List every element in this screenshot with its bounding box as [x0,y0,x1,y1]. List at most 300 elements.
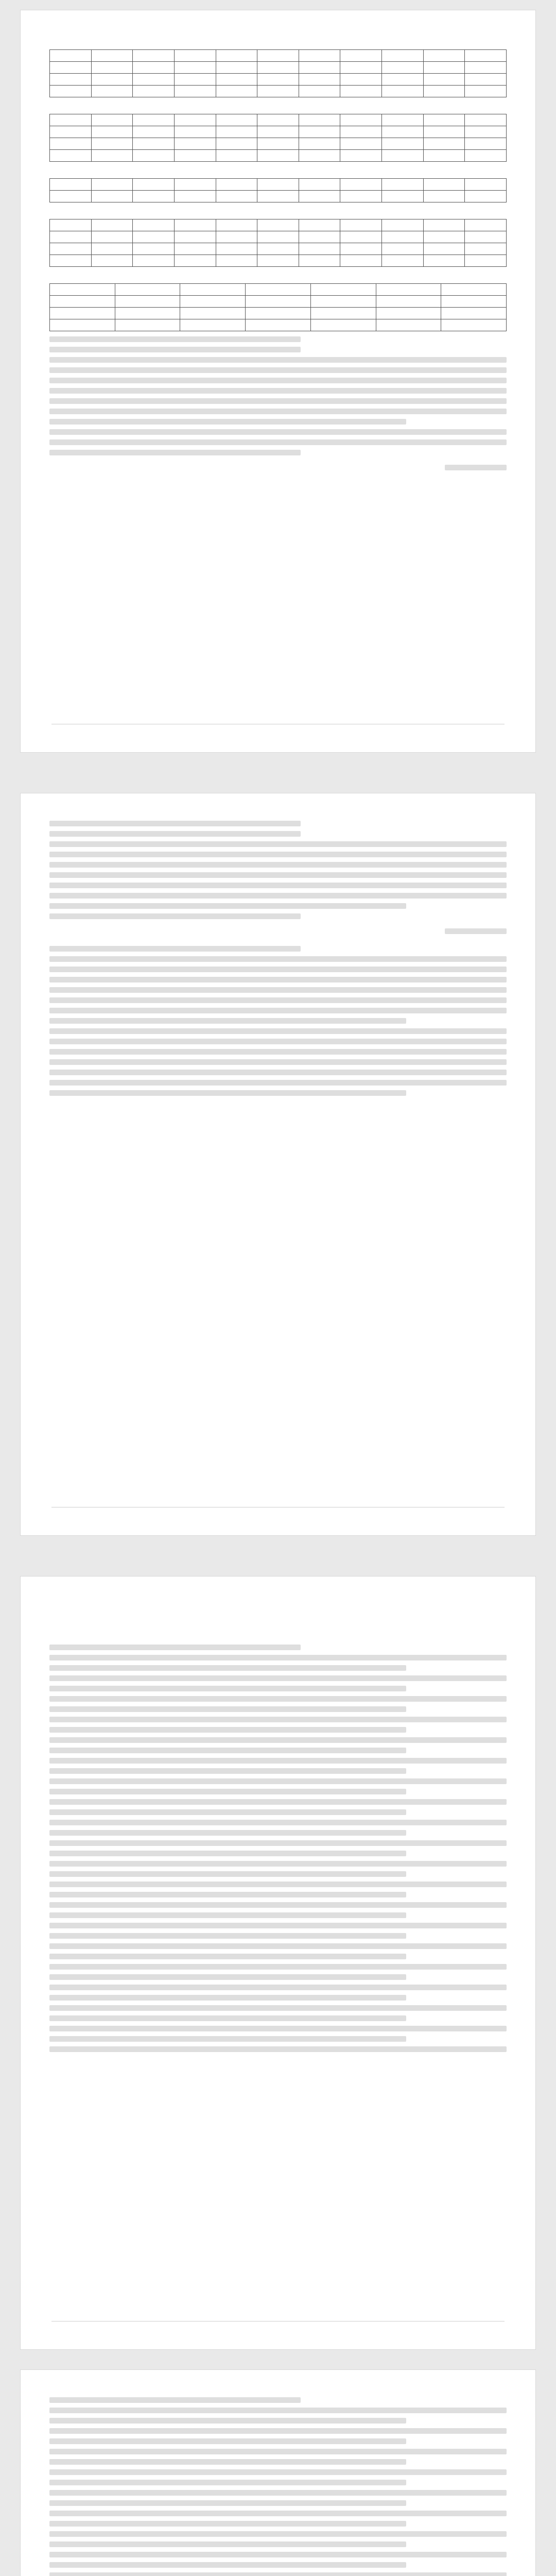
table-cell [257,150,299,162]
table-cell [257,138,299,150]
answer-key-table [49,49,507,97]
text-line [49,1840,507,1846]
text-line [49,1727,406,1733]
table-cell [423,255,465,267]
table-cell [299,50,340,62]
table-cell [382,62,424,74]
table-cell [133,138,175,150]
text-line [49,1686,406,1691]
table-cell [382,150,424,162]
table-cell [299,150,340,162]
table-cell [216,126,257,138]
text-line [49,1665,406,1671]
table-cell [299,138,340,150]
table-cell [246,319,311,331]
table-cell [50,319,115,331]
text-line [49,1675,507,1681]
table-cell [174,219,216,231]
table-cell [465,138,507,150]
answer-key-section [49,208,507,267]
text-line [49,1892,406,1897]
text-line [49,398,507,404]
table-cell [340,126,382,138]
text-line [49,1645,301,1650]
table-row [50,319,507,331]
table-cell [340,191,382,202]
table-cell [257,114,299,126]
table-cell [299,179,340,191]
table-cell [299,243,340,255]
table-cell [257,50,299,62]
table-cell [133,150,175,162]
text-line [49,1820,507,1825]
table-cell [382,191,424,202]
table-cell [465,126,507,138]
table-cell [133,86,175,97]
table-cell [174,231,216,243]
table-cell [133,191,175,202]
table-cell [50,74,92,86]
table-cell [216,74,257,86]
table-cell [423,114,465,126]
table-cell [257,62,299,74]
table-cell [216,255,257,267]
table-cell [423,138,465,150]
text-line [49,2036,406,2042]
text-line [49,1706,406,1712]
text-line [49,2408,507,2413]
text-line [49,1830,406,1836]
table-cell [299,231,340,243]
table-cell [423,179,465,191]
table-cell [382,50,424,62]
table-cell [91,50,133,62]
answer-key-table [49,283,507,331]
text-line [49,2511,507,2516]
text-line [49,2521,406,2527]
table-cell [246,284,311,296]
table-cell [257,86,299,97]
table-row [50,50,507,62]
text-line [49,1655,507,1660]
table-cell [441,284,507,296]
answer-key-section [49,103,507,162]
table-cell [50,179,92,191]
table-cell [133,74,175,86]
table-cell [423,150,465,162]
table-cell [50,219,92,231]
table-cell [382,255,424,267]
table-cell [423,50,465,62]
table-cell [174,126,216,138]
table-cell [174,150,216,162]
table-cell [465,74,507,86]
text-line [49,2418,406,2424]
text-line [49,2026,507,2031]
listening-scripts-page [21,1577,535,2349]
text-line [49,1737,507,1743]
table-cell [376,284,441,296]
table-cell [133,231,175,243]
table-cell [216,138,257,150]
text-line [49,1985,507,1990]
table-cell [50,255,92,267]
table-cell [299,191,340,202]
table-cell [174,179,216,191]
signoff [49,924,507,941]
table-cell [133,114,175,126]
text-line [49,2449,507,2454]
text-line [49,2562,406,2568]
table-cell [423,243,465,255]
table-row [50,74,507,86]
text-line [49,946,301,952]
table-cell [340,231,382,243]
table-cell [91,74,133,86]
table-cell [50,62,92,74]
table-cell [465,231,507,243]
table-cell [299,74,340,86]
text-line [49,997,507,1003]
table-cell [180,319,246,331]
table-cell [216,50,257,62]
table-cell [133,255,175,267]
table-cell [382,138,424,150]
table-cell [91,86,133,97]
text-line [445,928,507,934]
text-line [49,967,507,972]
section-title [49,208,507,216]
table-cell [180,296,246,308]
table-row [50,138,507,150]
writing-section [49,336,507,478]
table-cell [91,150,133,162]
table-cell [423,126,465,138]
text-line [49,1778,507,1784]
table-cell [174,62,216,74]
table-cell [50,308,115,319]
table-row [50,243,507,255]
answer-key-section [49,38,507,97]
table-cell [465,243,507,255]
table-row [50,231,507,243]
text-line [49,903,406,909]
table-cell [376,319,441,331]
table-row [50,308,507,319]
table-cell [441,319,507,331]
text-line [49,2469,507,2475]
document-title [49,1612,507,1624]
table-cell [133,219,175,231]
text-line [49,1923,507,1928]
answer-key-table [49,178,507,202]
table-cell [340,150,382,162]
table-row [50,62,507,74]
table-cell [257,74,299,86]
text-line [49,1090,406,1096]
section-title [49,103,507,111]
writing-section [49,946,507,1096]
text-line [49,2552,507,2557]
answer-key-table [49,114,507,162]
table-cell [423,74,465,86]
text-line [49,2480,406,2485]
table-cell [299,62,340,74]
text-line [49,1809,406,1815]
text-line [49,1049,507,1055]
text-line [49,367,507,373]
table-cell [246,296,311,308]
text-line [49,1717,507,1722]
page-footer [21,2327,535,2335]
text-line [49,821,301,826]
table-cell [216,62,257,74]
text-line [49,872,507,878]
text-line [49,1696,507,1702]
table-cell [340,62,382,74]
table-cell [257,255,299,267]
table-cell [310,284,376,296]
table-row [50,150,507,162]
answer-key-section [49,272,507,331]
table-cell [465,62,507,74]
table-cell [115,319,180,331]
table-cell [340,74,382,86]
table-cell [257,219,299,231]
text-line [49,419,406,425]
text-line [49,2005,507,2011]
table-cell [50,296,115,308]
text-line [445,465,507,470]
text-line [49,357,507,363]
table-cell [216,219,257,231]
table-cell [174,191,216,202]
table-cell [50,284,115,296]
text-line [49,1789,406,1794]
answer-key-section [49,167,507,202]
table-cell [91,219,133,231]
table-cell [423,62,465,74]
text-line [49,2046,507,2052]
text-line [49,1748,406,1753]
table-cell [441,296,507,308]
table-cell [216,243,257,255]
table-cell [50,114,92,126]
text-line [49,1008,507,1013]
text-line [49,1070,507,1075]
text-line [49,831,301,837]
text-line [49,1902,507,1908]
text-line [49,450,301,455]
text-line [49,1028,507,1034]
text-line [49,862,507,868]
table-cell [50,191,92,202]
section-title [49,272,507,280]
table-row [50,284,507,296]
text-line [49,2438,406,2444]
text-line [49,1080,507,1086]
table-cell [174,74,216,86]
section-title [49,167,507,175]
table-cell [174,50,216,62]
text-line [49,388,507,394]
text-line [49,2572,507,2576]
table-cell [50,138,92,150]
table-cell [257,231,299,243]
table-cell [465,50,507,62]
table-cell [174,114,216,126]
table-cell [441,308,507,319]
text-line [49,409,507,414]
text-line [49,1758,507,1764]
table-cell [91,138,133,150]
text-line [49,2500,406,2506]
table-cell [133,50,175,62]
text-line [49,1871,406,1877]
table-cell [299,219,340,231]
page-footer [21,1513,535,1521]
table-cell [115,296,180,308]
table-cell [216,231,257,243]
table-cell [465,255,507,267]
text-line [49,1912,406,1918]
table-cell [376,296,441,308]
table-cell [340,50,382,62]
table-cell [91,243,133,255]
text-line [49,1768,406,1774]
table-cell [174,138,216,150]
table-cell [340,179,382,191]
table-row [50,86,507,97]
table-row [50,179,507,191]
text-line [49,1039,507,1044]
section-title [49,38,507,46]
table-cell [50,50,92,62]
text-line [49,2541,406,2547]
table-cell [340,243,382,255]
table-cell [423,231,465,243]
text-line [49,913,301,919]
table-cell [133,126,175,138]
text-line [49,1995,406,2001]
table-cell [91,179,133,191]
table-cell [340,86,382,97]
table-cell [91,191,133,202]
table-cell [91,62,133,74]
table-cell [340,255,382,267]
text-line [49,1954,406,1959]
listening-scripts-page [21,2370,535,2576]
table-cell [246,308,311,319]
table-cell [382,243,424,255]
table-row [50,255,507,267]
document-subtitle [49,1628,507,1637]
table-cell [465,150,507,162]
table-cell [180,284,246,296]
table-cell [257,191,299,202]
text-line [49,2428,507,2434]
text-line [49,977,507,982]
text-line [49,439,507,445]
answer-key-table [49,219,507,267]
writing-page [21,793,535,1535]
table-cell [310,308,376,319]
text-line [49,1799,507,1805]
answer-key-page [21,10,535,752]
table-cell [310,296,376,308]
table-row [50,296,507,308]
table-cell [340,138,382,150]
writing-section [49,821,507,941]
script-section [49,2397,507,2576]
text-line [49,378,507,383]
table-cell [382,179,424,191]
table-cell [465,191,507,202]
signoff [49,460,507,478]
text-line [49,1018,406,1024]
script-section [49,1645,507,2052]
table-row [50,219,507,231]
table-cell [257,243,299,255]
table-cell [465,114,507,126]
table-cell [340,219,382,231]
page-footer [21,730,535,738]
text-line [49,2459,406,2465]
table-cell [423,191,465,202]
table-cell [50,86,92,97]
table-cell [376,308,441,319]
table-cell [50,243,92,255]
table-cell [299,255,340,267]
table-cell [50,150,92,162]
table-cell [216,191,257,202]
text-line [49,987,507,993]
text-line [49,1943,507,1949]
table-cell [91,114,133,126]
table-cell [115,284,180,296]
table-cell [91,231,133,243]
table-cell [91,126,133,138]
table-cell [382,231,424,243]
table-cell [174,86,216,97]
table-cell [382,126,424,138]
text-line [49,883,507,888]
text-line [49,1059,507,1065]
table-cell [216,150,257,162]
text-line [49,1974,406,1980]
text-line [49,2490,507,2496]
table-cell [382,219,424,231]
text-line [49,1933,406,1939]
table-cell [465,86,507,97]
table-cell [216,114,257,126]
table-row [50,191,507,202]
table-cell [216,86,257,97]
table-cell [133,179,175,191]
table-cell [382,114,424,126]
table-cell [174,255,216,267]
text-line [49,1964,507,1970]
table-row [50,114,507,126]
text-line [49,1882,507,1887]
table-cell [133,62,175,74]
table-cell [423,86,465,97]
table-cell [382,86,424,97]
table-cell [91,255,133,267]
table-cell [465,179,507,191]
table-cell [299,86,340,97]
table-cell [340,114,382,126]
